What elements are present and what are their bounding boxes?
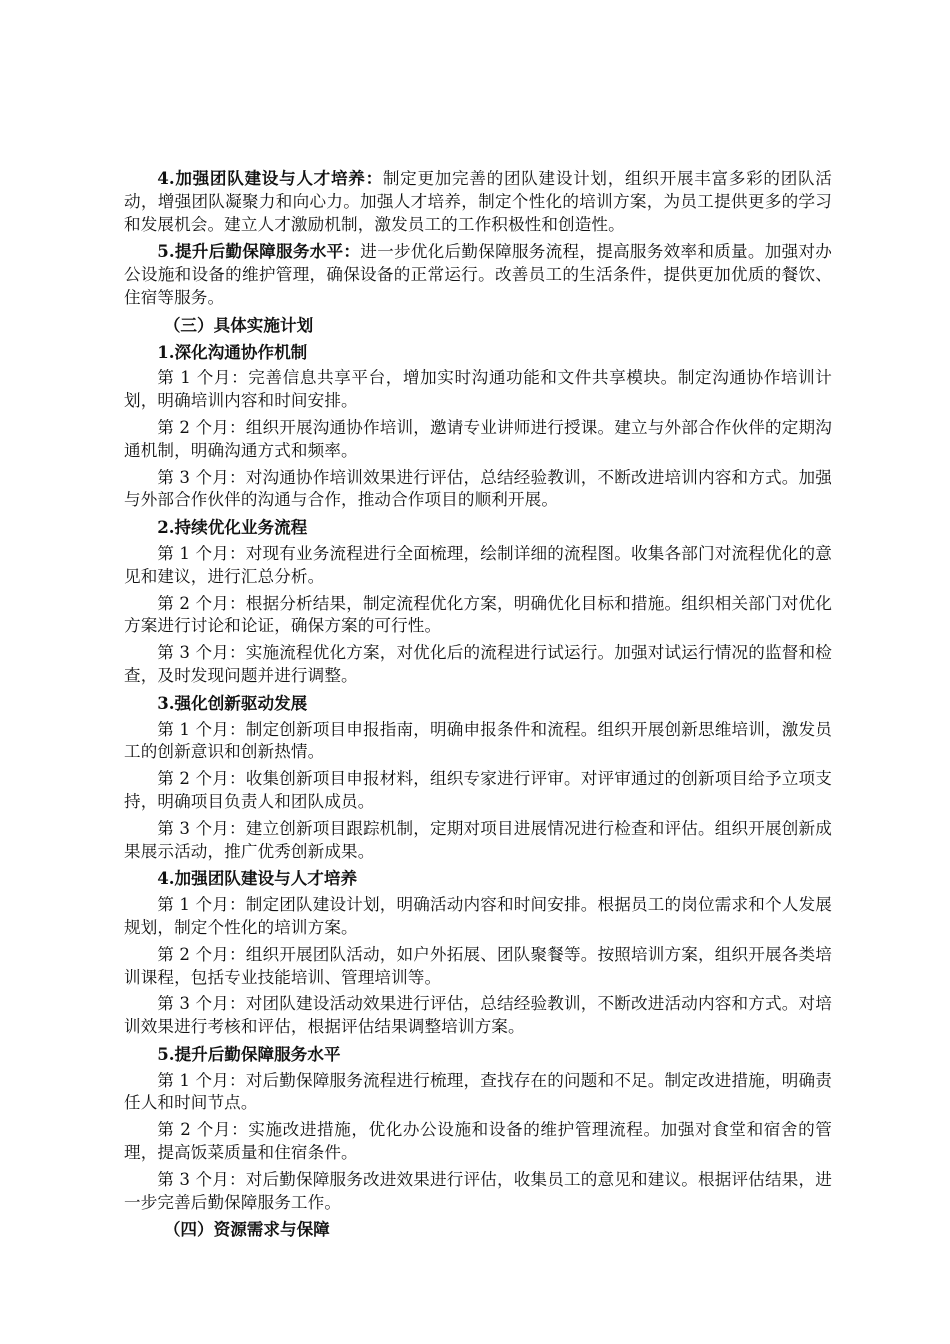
paragraph-month-1: 第 1 个月：制定创新项目申报指南，明确申报条件和流程。组织开展创新思维培训，激发员工的创新意识和创新热情。 bbox=[124, 719, 832, 762]
paragraph-logistics bbox=[124, 240, 832, 309]
paragraph-team-building bbox=[124, 167, 832, 236]
paragraph-month-1: 第 1 个月：对现有业务流程进行全面梳理，绘制详细的流程图。收集各部门对流程优化的意见和建议，进行汇总分析。 bbox=[124, 543, 832, 586]
section-heading-implementation-plan: （三）具体实施计划 bbox=[163, 314, 314, 335]
paragraph-month-3: 第 3 个月：对后勤保障服务改进效果进行评估，收集员工的意见和建议。根据评估结果，进一步完善后勤保障服务工作。 bbox=[124, 1169, 832, 1212]
paragraph-month-2: 第 2 个月：实施改进措施，优化办公设施和设备的维护管理流程。加强对食堂和宿舍的管理，提高饭菜质量和住宿条件。 bbox=[124, 1120, 832, 1163]
paragraph-month-3: 第 3 个月：实施流程优化方案，对优化后的流程进行试运行。加强对试运行情况的监督和检查，及时发现问题并进行调整。 bbox=[124, 643, 832, 685]
paragraph-month-1: 第 1 个月：制定团队建设计划，明确活动内容和时间安排。根据员工的岗位需求和个人发展规划，制定个性化的培训方案。 bbox=[124, 895, 832, 937]
paragraph-month-1: 第 1 个月：对后勤保障服务流程进行梳理，查找存在的问题和不足。制定改进措施，明确责任人和时间节点。 bbox=[124, 1070, 832, 1113]
paragraph-month-2: 第 2 个月：组织开展沟通协作培训，邀请专业讲师进行授课。建立与外部合作伙伴的定期沟通机制，明确沟通方式和频率。 bbox=[124, 417, 832, 460]
subheading-team-building: 4.加强团队建设与人才培养 bbox=[157, 868, 358, 889]
paragraph-month-2: 第 2 个月：组织开展团队活动，如户外拓展、团队聚餐等。按照培训方案，组织开展各类培训课程，包括专业技能培训、管理培训等。 bbox=[124, 944, 832, 987]
paragraph-lead: 5.提升后勤保障服务水平： bbox=[157, 241, 361, 262]
paragraph-month-2: 第 2 个月：收集创新项目申报材料，组织专家进行评审。对评审通过的创新项目给予立项支持，明确项目负责人和团队成员。 bbox=[124, 769, 832, 811]
section-heading-resources: （四）资源需求与保障 bbox=[163, 1219, 330, 1240]
subheading-innovation: 3.强化创新驱动发展 bbox=[157, 692, 308, 713]
paragraph-month-2: 第 2 个月：根据分析结果，制定流程优化方案，明确优化目标和措施。组织相关部门对优化方案进行讨论和论证，确保方案的可行性。 bbox=[124, 593, 832, 636]
paragraph-month-3: 第 3 个月：对团队建设活动效果进行评估，总结经验教训，不断改进活动内容和方式。对培训效果进行考核和评估，根据评估结果调整培训方案。 bbox=[124, 994, 832, 1037]
subheading-logistics: 5.提升后勤保障服务水平 bbox=[157, 1043, 341, 1064]
paragraph-body: 制定更加完善的团队建设计划，组织开展丰富多彩的团队活动，增强团队凝聚力和向心力。加强人才培养，制定个性化的培训方案，为员工提供更多的学习和发展机会。建立人才激励机制，激发员工的工作积极性和创造性。 bbox=[124, 169, 832, 234]
subheading-communication: 1.深化沟通协作机制 bbox=[157, 341, 308, 362]
paragraph-month-3: 第 3 个月：对沟通协作培训效果进行评估，总结经验教训，不断改进培训内容和方式。加强与外部合作伙伴的沟通与合作，推动合作项目的顺利开展。 bbox=[124, 467, 832, 510]
paragraph-month-1: 第 1 个月：完善信息共享平台，增加实时沟通功能和文件共享模块。制定沟通协作培训计划，明确培训内容和时间安排。 bbox=[124, 368, 832, 411]
subheading-business-process: 2.持续优化业务流程 bbox=[157, 517, 308, 538]
document-page bbox=[124, 167, 832, 1245]
paragraph-body: 进一步优化后勤保障服务流程，提高服务效率和质量。加强对办公设施和设备的维护管理，确保设备的正常运行。改善员工的生活条件，提供更加优质的餐饮、住宿等服务。 bbox=[124, 242, 832, 307]
paragraph-month-3: 第 3 个月：建立创新项目跟踪机制，定期对项目进展情况进行检查和评估。组织开展创新成果展示活动，推广优秀创新成果。 bbox=[124, 818, 832, 861]
paragraph-lead: 4.加强团队建设与人才培养： bbox=[157, 168, 383, 188]
